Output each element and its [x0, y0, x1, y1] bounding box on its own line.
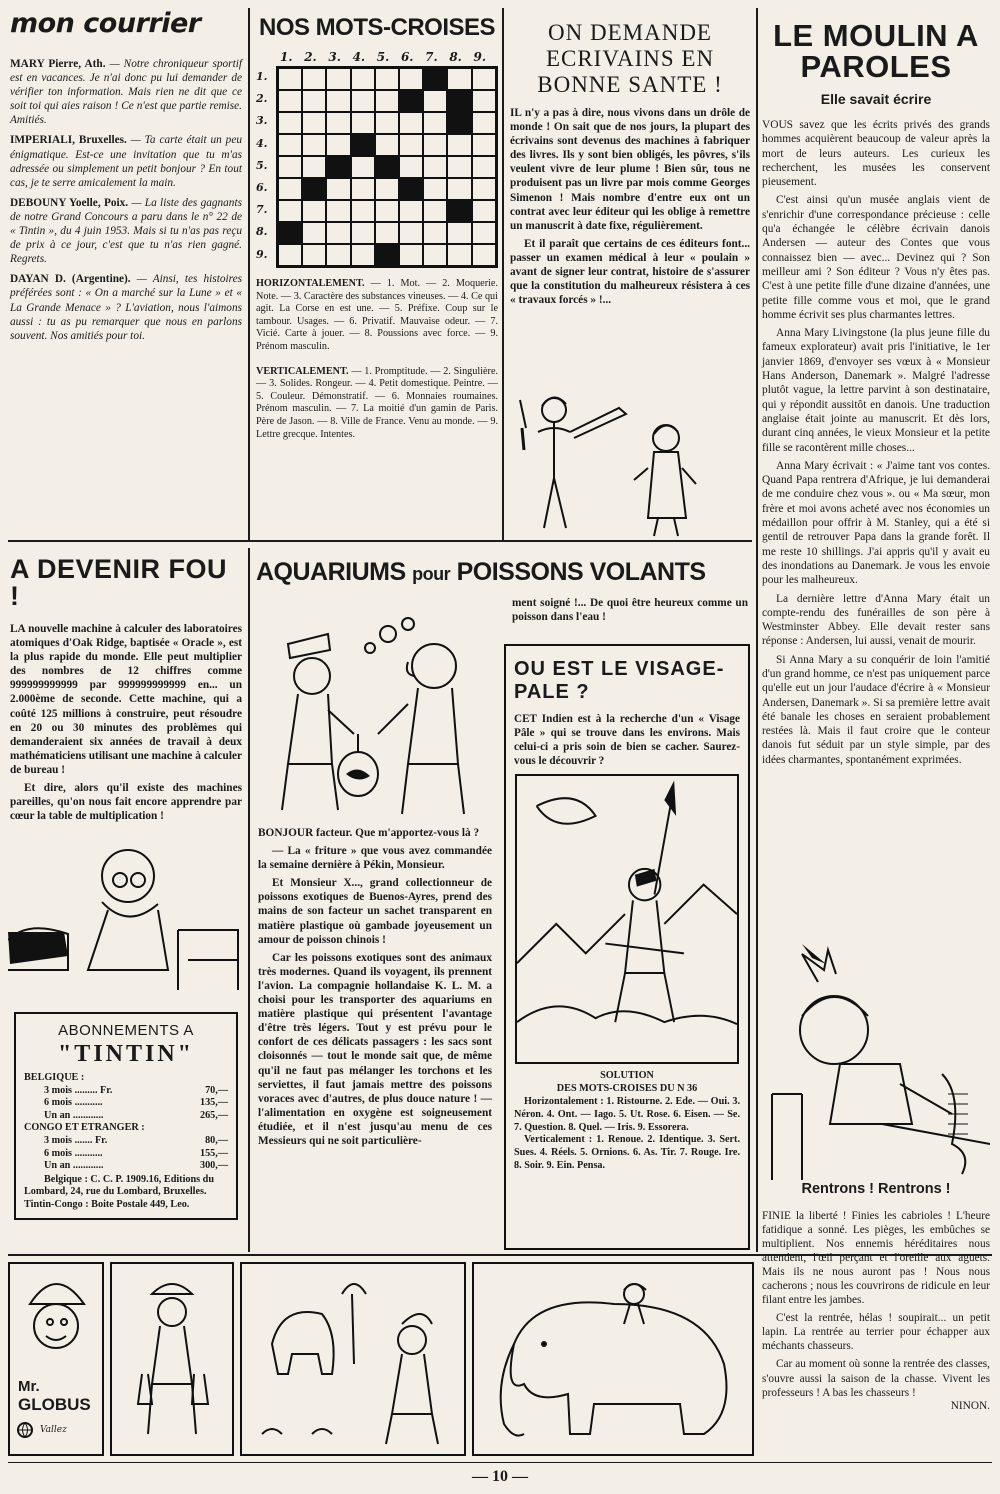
crossword-cell[interactable]	[302, 68, 326, 90]
courrier-section	[10, 10, 242, 349]
solution-subtitle: DES MOTS-CROISES DU N 36	[556, 1083, 698, 1095]
courrier-entry	[10, 272, 242, 342]
indian-puzzle-illustration[interactable]	[515, 774, 739, 1064]
crossword-row-number: 4.	[256, 136, 268, 150]
crossword-cell[interactable]	[326, 244, 350, 266]
crossword-col-number: 9.	[473, 50, 487, 64]
crossword-cell[interactable]	[326, 134, 350, 156]
moulin-subtitle: Elle savait écrire	[820, 91, 932, 107]
crossword-cell[interactable]	[447, 244, 471, 266]
crossword-cell[interactable]	[278, 178, 302, 200]
crossword-cell[interactable]	[326, 112, 350, 134]
crossword-cell[interactable]	[423, 90, 447, 112]
subscription-row	[44, 1085, 228, 1098]
aquariums-title	[256, 560, 752, 585]
strip-panel-4	[472, 1262, 754, 1456]
crossword-cell[interactable]	[423, 244, 447, 266]
crossword-cell[interactable]	[302, 90, 326, 112]
subscription-footer: Belgique : C. C. P. 1909.16, Editions du Lombard, 24, rue du Lombard, Bruxelles. Tintin-Congo : Boite Postale 449, Leo.	[24, 1173, 215, 1210]
courrier-title: mon courrier	[10, 8, 201, 39]
crossword-cell[interactable]	[447, 68, 471, 90]
moulin-paragraph: Si Anna Mary a su conquérir de loin l'amitié d'un grand homme, ce n'est pas uniquement parce qu'elle eut un jour l'audace d'écrire à « Monsieur Andersen, Danemark ». Si sa première lettre avait été banale les choses en seraient probablement restées là. Mais il faut croire que le conteur danois fut séduit par un style simple, par des idées charmantes, spontanément exprimées.	[762, 653, 990, 766]
courrier-list	[10, 57, 242, 343]
horizontal-clues: — 1. Mot. — 2. Moquerie. Note. — 3. Caractère des substances vineuses. — 4. Ce qui agit. La Corse en est une. — 5. Préfixe. Coup sur le tambour. Usages. — 6. Privatif. Mauvaise odeur. — 7. Vicié. Carte à jouer. — 8. Poussions avec force. — 9. Prénom masculin.	[256, 278, 498, 352]
courrier-entry-text: — Notre chroniqueur sportif est en vacances. Je n'ai donc pu lui demander de vérifier ton information. Mais rien ne dit que ce soit toi qui aies raison ! Ce n'est que partie remise. Amitiés.	[10, 58, 242, 127]
vertical-label: VERTICALEMENT.	[256, 365, 349, 377]
moulin-body	[762, 118, 990, 767]
globus-comic-strip	[8, 1262, 754, 1456]
crossword-cell[interactable]	[351, 200, 375, 222]
rentrons-paragraph: C'est la rentrée, hélas ! soupirait... un petit lapin. La rentrée au terrier pour échapper aux méchants chasseurs.	[762, 1312, 990, 1353]
crossword-cell[interactable]	[399, 68, 423, 90]
crossword-cell[interactable]	[423, 156, 447, 178]
ecrivains-section	[510, 20, 750, 311]
crossword-cell[interactable]	[302, 222, 326, 244]
crossword-cell[interactable]	[423, 134, 447, 156]
crossword-black-cell	[375, 244, 399, 266]
crossword-cell[interactable]	[375, 90, 399, 112]
crossword-row-numbers	[256, 66, 276, 268]
crossword-cell[interactable]	[278, 112, 302, 134]
courrier-entry	[10, 133, 242, 189]
visage-pale-title: OU EST LE VISAGE-PALE ?	[514, 658, 725, 703]
panel-2-drawing	[112, 1264, 232, 1454]
crossword-cell[interactable]	[423, 178, 447, 200]
crossword-row-number: 9.	[256, 247, 268, 261]
strip-panel-3	[240, 1262, 466, 1456]
section-rule	[8, 540, 752, 542]
crossword-cell[interactable]	[375, 222, 399, 244]
crossword-cell[interactable]	[423, 112, 447, 134]
aquariums-paragraph: BONJOUR facteur. Que m'apportez-vous là ?	[258, 827, 480, 839]
crossword-cell[interactable]	[278, 134, 302, 156]
crossword-cell[interactable]	[423, 200, 447, 222]
crossword-cell[interactable]	[472, 112, 496, 134]
aquariums-paragraph: — La « friture » que vous avez commandée la semaine dernière à Pékin, Monsieur.	[258, 845, 492, 872]
crossword-cell[interactable]	[302, 112, 326, 134]
courrier-entry-name: MARY Pierre, Ath.	[10, 58, 106, 70]
moulin-paragraph: C'est ainsi qu'un musée anglais vient de s'enrichir d'une correspondance précieuse : celle qu'a échangée le célèbre écrivain danois Andersen — auteur des Contes que vous connaissez bien — avec... Devinez qui ? Son meilleur ami ? Son éditeur ? Vous n'y êtes pas. C'est à une petite fille d'une dizaine d'années, une petite fille comme vous et moi, que le grand homme écrivit ses plus charmantes lettres.	[762, 194, 990, 321]
crossword-cell[interactable]	[302, 156, 326, 178]
subscription-title-tintin: "TINTIN"	[57, 1041, 194, 1067]
fou-p2: Et dire, alors qu'il existe des machines pareilles, qu'on nous fait encore apprendre par cœur la table de multiplication !	[10, 782, 242, 823]
visage-pale-text: CET Indien est à la recherche d'un « Visage Pâle » qui se trouve dans les environs. Mais celui-ci a pris soin de bien se cacher. Saurez-vous le découvrir ?	[514, 713, 740, 768]
bottom-rule	[8, 1462, 992, 1463]
crossword-cell[interactable]	[472, 134, 496, 156]
crossword-cell[interactable]	[326, 90, 350, 112]
solution-vertical: Verticalement : 1. Renoue. 2. Identique. 3. Sert. Sues. 4. Réels. 5. Ornions. 6. As. Tir. 7. Rouge. Ire. 8. Soir. 9. Ein. Pensa.	[514, 1134, 740, 1171]
congo-label: CONGO ET ETRANGER :	[24, 1122, 145, 1134]
courrier-entry-name: IMPERIALI, Bruxelles.	[10, 134, 127, 147]
crossword-cell[interactable]	[278, 68, 302, 90]
crossword-col-number: 1.	[280, 50, 293, 64]
artist-signature: Vallez	[40, 1425, 67, 1435]
courrier-entry-text: — Ta carte était un peu énigmatique. Est-ce une invitation que tu m'as adressée ou simplement un petit bonjour ? En tout cas, je te serre amicalement la main.	[10, 134, 242, 189]
subscription-price: 155,—	[199, 1147, 228, 1159]
crossword-black-cell	[447, 90, 471, 112]
crossword-cell[interactable]	[472, 90, 496, 112]
crossword-cell[interactable]	[447, 156, 471, 178]
subscription-box	[14, 1012, 238, 1220]
writer-doctor-illustration	[514, 388, 714, 538]
crossword-black-cell	[447, 112, 471, 134]
postman-collector-illustration	[258, 614, 496, 824]
crossword-cell[interactable]	[351, 244, 375, 266]
fou-section	[10, 556, 242, 827]
rentrons-body	[762, 1209, 990, 1400]
rentrons-paragraph: Car au moment où sonne la rentrée des classes, s'ouvre aussi la saison de la chasse. Vivent les professeurs ! A bas les chasseurs !	[762, 1358, 990, 1399]
globus-label-mr: Mr.	[18, 1378, 40, 1395]
strip-panel-2	[110, 1262, 234, 1456]
writing-girl-illustration	[762, 944, 990, 1180]
crossword-row-number: 6.	[256, 180, 268, 194]
crossword-cell[interactable]	[302, 244, 326, 266]
crossword-cell[interactable]	[351, 178, 375, 200]
aquariums-section	[256, 560, 752, 585]
crossword-black-cell	[399, 90, 423, 112]
rentrons-section	[762, 1182, 990, 1412]
aquariums-title-a: AQUARIUMS	[256, 558, 406, 586]
crossword-row-number: 1.	[256, 70, 268, 83]
subscription-title: ABONNEMENTS A	[58, 1022, 194, 1039]
crossword-black-cell	[399, 178, 423, 200]
crossword-column-numbers	[280, 50, 498, 64]
subscription-row	[44, 1110, 228, 1123]
panel-4-drawing	[474, 1264, 752, 1454]
crossword-cell[interactable]	[326, 178, 350, 200]
subscription-price: 135,—	[199, 1097, 228, 1109]
crossword-black-cell	[351, 134, 375, 156]
crossword-row-number: 3.	[256, 114, 268, 128]
crossword-black-cell	[326, 156, 350, 178]
crossword-black-cell	[423, 68, 447, 90]
ecrivains-title: ON DEMANDE ECRIVAINS EN BONNE SANTE !	[537, 20, 723, 97]
panel-3-drawing	[242, 1264, 464, 1454]
crossword-col-number: 2.	[304, 50, 317, 64]
crossword-grid[interactable]	[276, 66, 498, 268]
crossword-cell[interactable]	[447, 134, 471, 156]
crossword-row-number: 7.	[256, 203, 268, 217]
fou-p1: LA nouvelle machine à calculer des laboratoires atomiques d'Oak Ridge, baptisée « Oracle », est la plus rapide du monde. Elle peut multiplier des nombres de 12 chiffres comme 999999999999 par 999999999999 en... un 2.000ème de seconde. Cette machine, qui a coûté 125 millions à construire, peut résoudre en 20 ou 30 minutes des problèmes qui demanderaient six années de travail à deux mathématiciens utilisant une machine à calculer de bureau !	[10, 623, 242, 776]
solution-title: SOLUTION	[600, 1070, 654, 1082]
moulin-paragraph: Anna Mary Livingstone (la plus jeune fille du fameux explorateur) avait pris l'initiative, le 1er janvier 1869, d'envoyer ses vœux à « Monsieur Hans Anderson, Danemark ». Malgré l'adresse plutôt vague, la lettre parvint à son destinataire, qui y répondit aussitôt en danois. Une traduction anglaise était jointe au manuscrit. Et dès lors, durant cinq années, le vieux Monsieur et la petite fille se racontèrent mille choses...	[762, 327, 990, 454]
crossword-cell[interactable]	[351, 222, 375, 244]
aquariums-title-c: POISSONS VOLANTS	[456, 558, 706, 586]
crossword-cell[interactable]	[278, 90, 302, 112]
column-rule	[502, 8, 504, 540]
subscription-price: 70,—	[205, 1084, 228, 1096]
crossword-cell[interactable]	[302, 134, 326, 156]
moulin-paragraph: VOUS savez que les écrits privés des grands hommes acquièrent beaucoup de valeur après la mort de leurs auteurs. Les curieux les recherchent, les musées les conservent pieusement.	[762, 119, 990, 189]
column-rule	[248, 548, 250, 1252]
crossword-cell[interactable]	[278, 244, 302, 266]
subscription-period: Un an ............	[44, 1109, 104, 1121]
moulin-title: LE MOULIN A PAROLES	[773, 18, 979, 84]
aquariums-continued: ment soigné !... De quoi être heureux comme un poisson dans l'eau !	[512, 597, 748, 624]
crossword-cell[interactable]	[472, 178, 496, 200]
rentrons-signature: NINON.	[950, 1399, 990, 1412]
crossword-black-cell	[302, 178, 326, 200]
fou-title: A DEVENIR FOU !	[10, 554, 228, 611]
crossword-cell[interactable]	[472, 200, 496, 222]
courrier-entry-name: DAYAN D. (Argentine).	[10, 273, 131, 286]
crossword-cell[interactable]	[375, 68, 399, 90]
moulin-paragraph: Anna Mary écrivait : « J'aime tant vos contes. Quand Papa rentrera d'Afrique, je lui demanderai de me conduire chez vous ». ou « Ma sœur, mon frère et moi avons acheté avec nos économies un médaillon pour offrir à M. Stanley, qui a été si gentil de retrouver Papa dans la grande forêt. Il me reste 10 shillings. J'ai appris qu'il y avait eu des inondations au Danemark. Je vous les envoie pour les malheureux.	[762, 459, 990, 587]
crossword-section	[256, 16, 498, 441]
calculator-man-illustration	[8, 840, 244, 990]
courrier-entry	[10, 196, 242, 266]
aquariums-paragraph: Et Monsieur X..., grand collectionneur de poissons exotiques de Buenos-Ayres, prend des mains de son facteur un sachet transparent en matière plastique où gambade joyeusement un amour de poisson chinois !	[258, 877, 492, 946]
crossword-cell[interactable]	[447, 178, 471, 200]
ecrivains-p1: IL n'y a pas à dire, nous vivons dans un drôle de monde ! On sait que de nos jours, la plupart des écrivains sont devenus des machines à fabriquer des livres. Ils y sont bien obligés, les pôvres, s'ils veulent vivre de leur plume ! Bien sûr, tous ne produisent pas un livre par mois comme Georges Simenon ! Mais nombre d'entre eux ont un contrat avec leur éditeur qui les oblige à remettre un manuscrit à date fixe, régulièrement.	[510, 107, 750, 232]
crossword-black-cell	[278, 222, 302, 244]
crossword-cell[interactable]	[399, 156, 423, 178]
aquariums-paragraph: Car les poissons exotiques sont des animaux très modernes. Quand ils voyagent, ils prennent l'avion. La compagnie hollandaise K. L. M. a choisi pour les transporter des aquariums en matière plastique qui présentent l'avantage d'être très légers. Tout y est prévu pour le confort de ces délicats passagers : les sacs sont cloisonnés — tout le monde sait que, de même qu'il ne faut pas mélanger les torchons et les serviettes, il faut jamais mettre des poissons voraces avec d'autres, de plus douce nature ! — l'alimentation en oxygène est soigneusement étudiée, et il n'est jusqu'au menu de ces Messieurs qui ne soit particulière-	[258, 951, 492, 1147]
globus-portrait-icon	[10, 1264, 102, 1374]
crossword-col-number: 7.	[425, 50, 438, 64]
aquariums-title-b: pour	[412, 564, 451, 584]
globus-label-name: GLOBUS	[18, 1395, 91, 1414]
subscription-price: 80,—	[205, 1134, 228, 1146]
crossword-cell[interactable]	[326, 200, 350, 222]
crossword-col-number: 3.	[328, 50, 341, 64]
courrier-entry-name: DEBOUNY Yoelle, Poix.	[10, 196, 129, 209]
column-rule	[248, 8, 250, 540]
crossword-cell[interactable]	[351, 68, 375, 90]
crossword-cell[interactable]	[399, 222, 423, 244]
crossword-cell[interactable]	[302, 200, 326, 222]
crossword-cell[interactable]	[447, 222, 471, 244]
crossword-cell[interactable]	[423, 222, 447, 244]
moulin-section	[762, 20, 990, 771]
crossword-cell[interactable]	[472, 156, 496, 178]
crossword-black-cell	[375, 156, 399, 178]
crossword-cell[interactable]	[375, 112, 399, 134]
subscription-period: Un an ............	[44, 1160, 104, 1172]
globe-icon	[16, 1421, 34, 1439]
crossword-cell[interactable]	[375, 134, 399, 156]
crossword-row-number: 2.	[256, 92, 268, 106]
crossword-col-number: 8.	[449, 50, 462, 64]
aquariums-body	[258, 826, 492, 1152]
crossword-cell[interactable]	[472, 244, 496, 266]
subscription-row	[44, 1135, 228, 1148]
crossword-col-number: 5.	[376, 50, 390, 64]
crossword-cell[interactable]	[472, 222, 496, 244]
crossword-cell[interactable]	[472, 68, 496, 90]
courrier-entry-text: — Ainsi, tes histoires préférées sont : « On a marché sur la Lune » et « La Grande Menace » ? L'aviation, nous l'aimons aussi : tu as pu remarquer que nous en parlons souvent. Nos amitiés pour toi.	[10, 273, 243, 342]
crossword-cell[interactable]	[375, 200, 399, 222]
belgique-label: BELGIQUE :	[24, 1072, 85, 1083]
subscription-price: 300,—	[199, 1160, 228, 1172]
column-rule	[756, 8, 758, 1252]
courrier-entry-text: — La liste des gagnants de notre Grand Concours a paru dans le n° 22 de « Tintin », du 4 juin 1953. Mais si tu n'as pas reçu de prix à ce jour, c'est que tu n'as rien gagné. Regrets.	[10, 196, 242, 266]
subscription-row	[44, 1160, 228, 1173]
crossword-cell[interactable]	[351, 90, 375, 112]
moulin-paragraph: La dernière lettre d'Anna Mary était un compte-rendu des funérailles de son père à Westminster Abbey. Elle devait rester sans réponse : Andersen, lui aussi, venait de mourir.	[762, 592, 990, 648]
crossword-cell[interactable]	[375, 178, 399, 200]
crossword-title: NOS MOTS-CROISES	[258, 14, 496, 41]
subscription-period: 3 mois ......... Fr.	[44, 1084, 113, 1096]
crossword-cell[interactable]	[326, 68, 350, 90]
courrier-entry	[10, 57, 242, 127]
subscription-period: 6 mois ...........	[44, 1097, 103, 1109]
strip-panel-1	[8, 1262, 104, 1456]
vertical-clues: — 1. Promptitude. — 2. Singulière. — 3. Solides. Rongeur. — 4. Petit domestique. Peintre. — 5. Couleur. Démonstratif. — 6. Monnaies roumaines. Prénom masculin. — 7. La moitié d'un gamin de Paris. Père de Jason. — 8. Ville de France. Venu au monde. — 9. Lettre grecque. Intentes.	[256, 365, 499, 440]
page-number: — 10 —	[472, 1468, 528, 1485]
ecrivains-p2: Et il paraît que certains de ces éditeurs font... passer un examen médical à leur « poulain » avant de signer leur contrat, histoire de s'assurer que la constitution du malheureux résistera à ces « travaux forcés » !...	[510, 237, 750, 307]
solution-horizontal: Horizontalement : 1. Ristourne. 2. Ede. — Oui. 3. Néron. 4. Ont. — Iago. 5. Ut. Rose. 6. Eisen. — Se. 7. Question. 8. Quel. — Iris. 9. Essorera.	[514, 1095, 740, 1133]
crossword-cell[interactable]	[351, 112, 375, 134]
crossword-cell[interactable]	[278, 156, 302, 178]
subscription-row	[44, 1097, 228, 1110]
subscription-price: 265,—	[199, 1109, 228, 1121]
rentrons-paragraph: FINIE la liberté ! Finies les cabrioles ! L'heure fatidique a sonné. Les pièges, les embûches se multiplient. Nos ennemis héréditaires nous attendent, l'œil perçant et l'oreille aux aguets. Mais ils ne nous auront pas ! Nous nous cacherons ; nous les couvrirons de ridicule en leur filant entre les jambes.	[762, 1209, 990, 1307]
crossword-col-number: 6.	[400, 50, 414, 64]
crossword-cell[interactable]	[399, 134, 423, 156]
crossword-cell[interactable]	[351, 156, 375, 178]
subscription-period: 3 mois ....... Fr.	[44, 1134, 108, 1146]
crossword-cell[interactable]	[399, 244, 423, 266]
crossword-cell[interactable]	[278, 200, 302, 222]
crossword-cell[interactable]	[399, 112, 423, 134]
subscription-period: 6 mois ...........	[44, 1147, 103, 1159]
crossword-row-number: 8.	[256, 225, 268, 239]
crossword-row-number: 5.	[256, 158, 268, 172]
crossword-col-number: 4.	[352, 50, 366, 64]
crossword-cell[interactable]	[326, 222, 350, 244]
crossword-black-cell	[447, 200, 471, 222]
subscription-row	[44, 1148, 228, 1161]
visage-pale-box	[504, 644, 750, 1250]
horizontal-label: HORIZONTALEMENT.	[256, 278, 365, 289]
crossword-cell[interactable]	[399, 200, 423, 222]
rentrons-title: Rentrons ! Rentrons !	[801, 1181, 951, 1197]
